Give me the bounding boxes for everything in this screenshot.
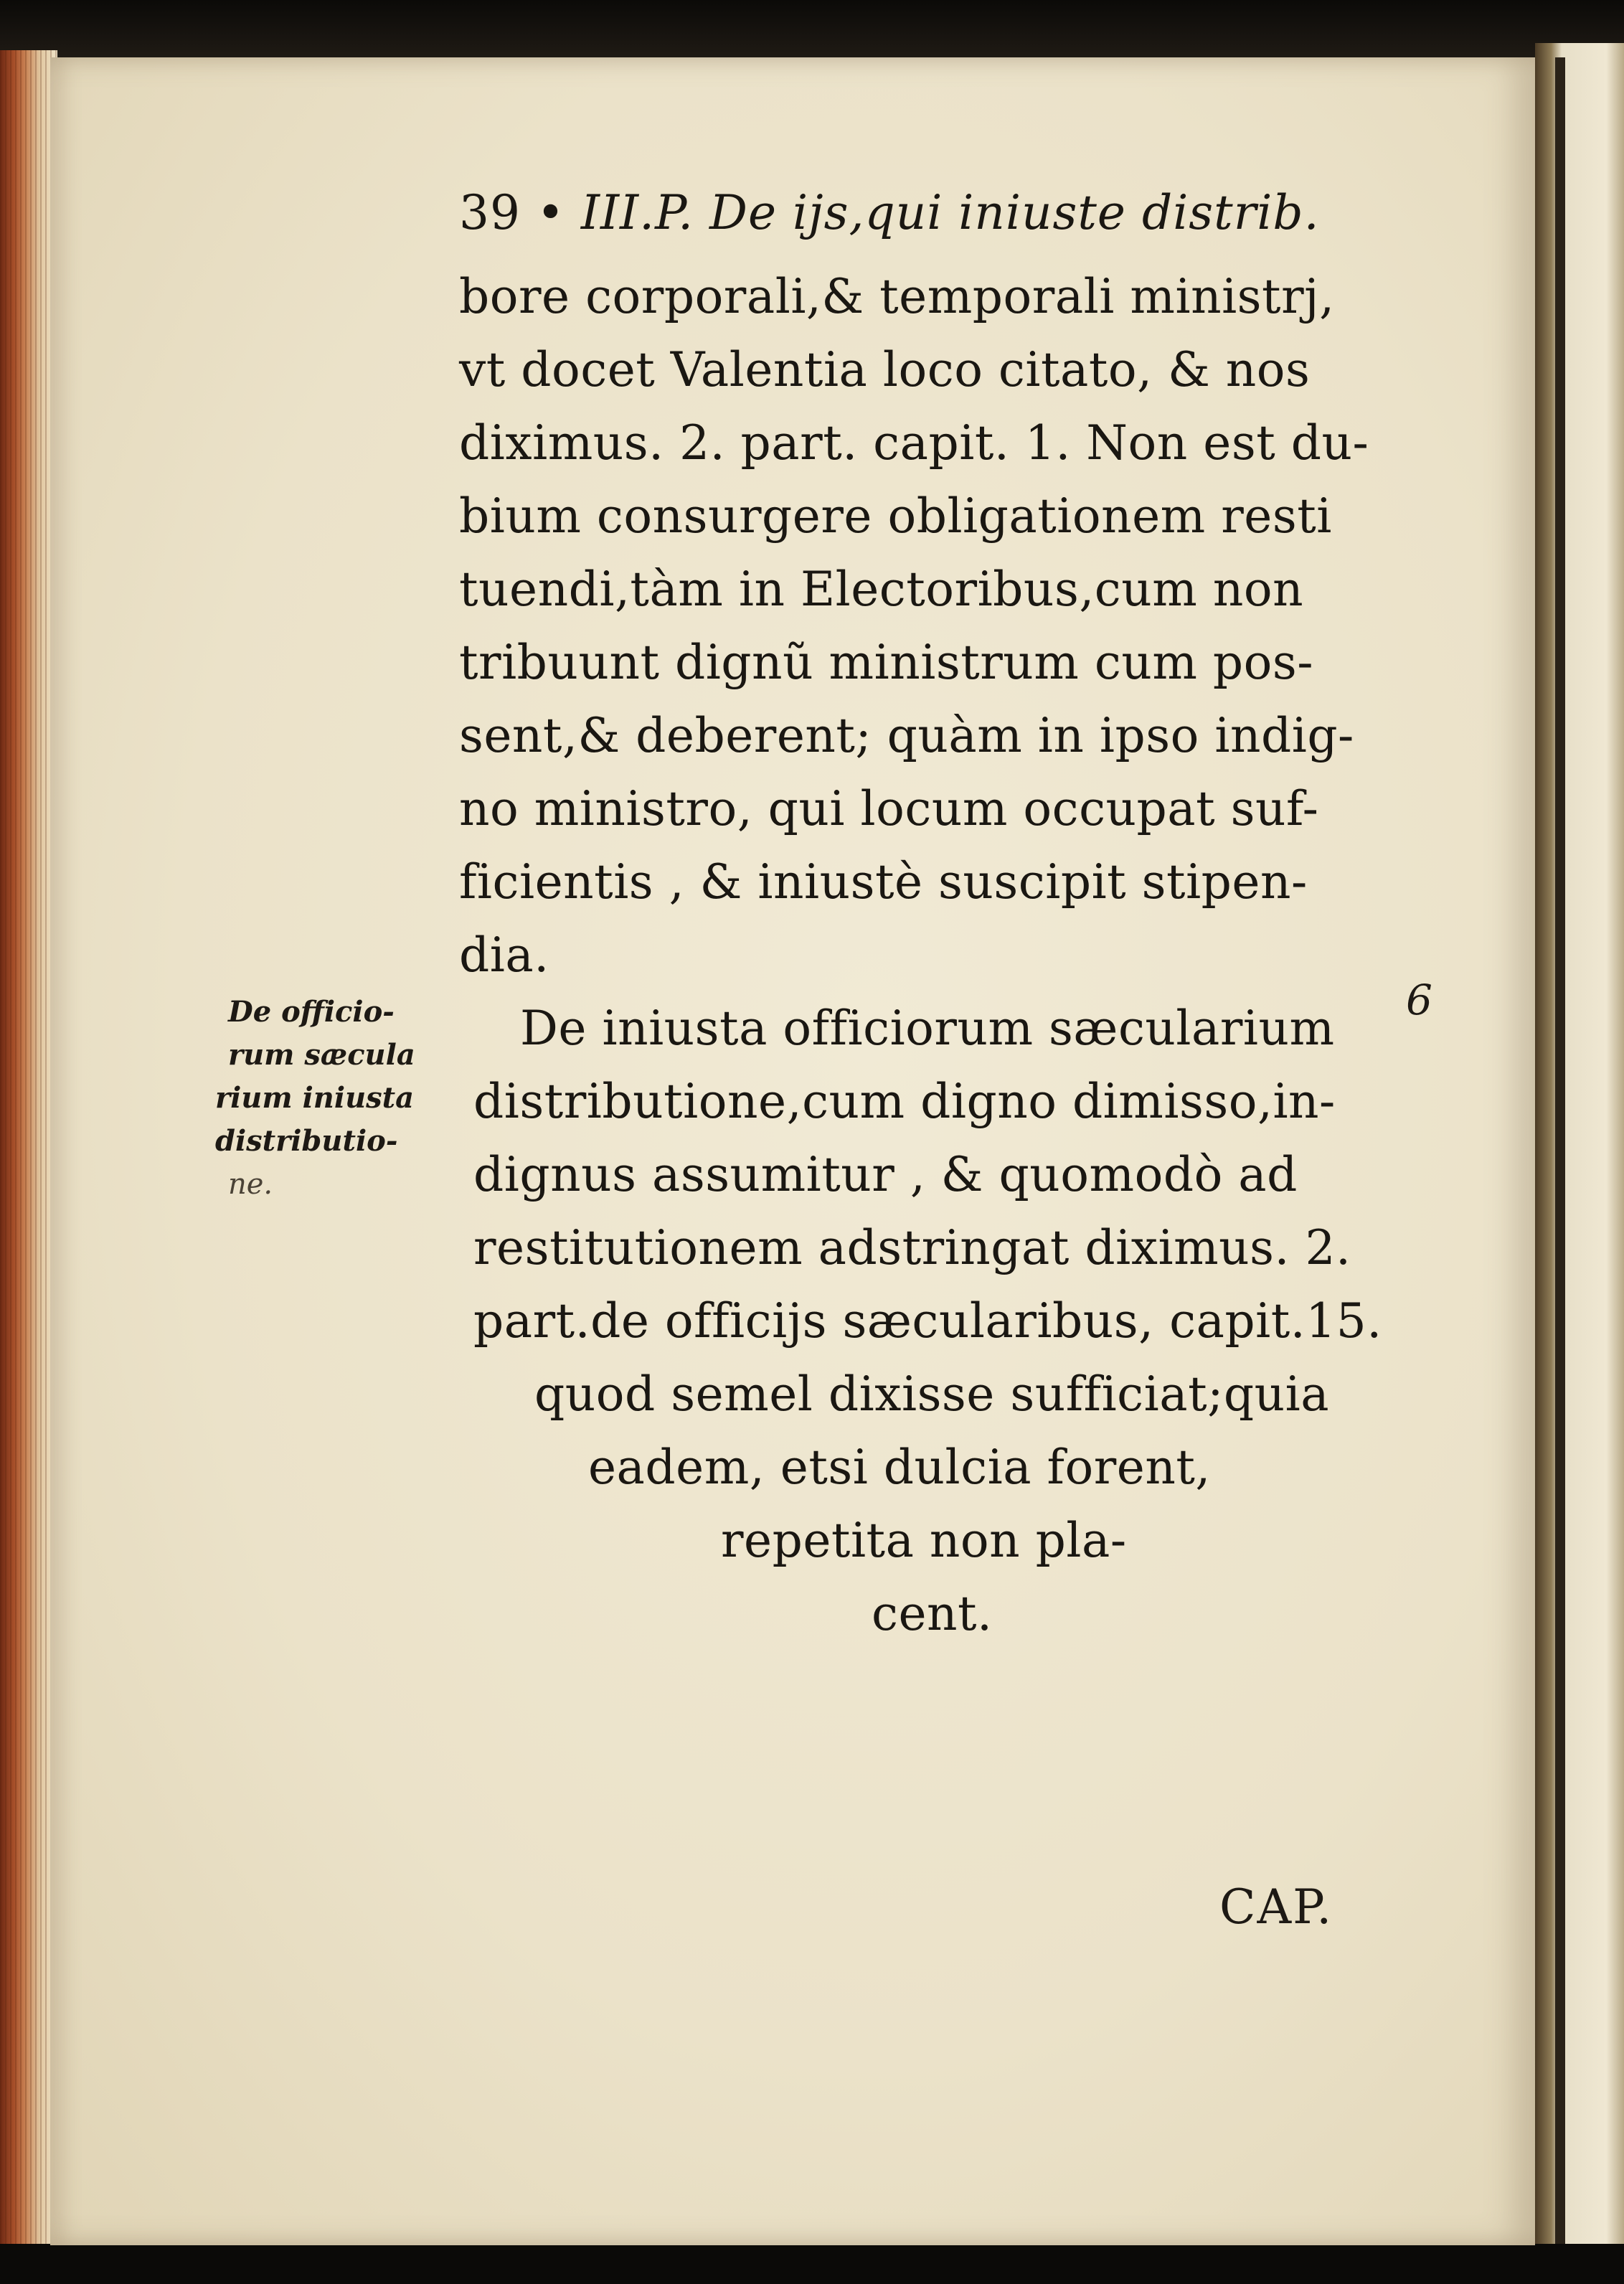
running-title: III.P. De ijs,qui iniuste distrib. bbox=[580, 185, 1320, 240]
binding-top bbox=[0, 0, 1624, 57]
body-line: dia. bbox=[459, 928, 549, 983]
body-line: part.de officijs sæcularibus, capit.15. bbox=[473, 1293, 1382, 1349]
body-line: restitutionem adstringat diximus. 2. bbox=[473, 1220, 1351, 1275]
margin-note-line: distributio- bbox=[215, 1124, 398, 1158]
binding-bottom bbox=[0, 2244, 1624, 2284]
body-line: diximus. 2. part. capit. 1. Non est du- bbox=[459, 415, 1369, 471]
margin-note-line: De officio- bbox=[228, 995, 395, 1029]
body-line: no ministro, qui locum occupat suf- bbox=[459, 781, 1319, 836]
right-gutter bbox=[1555, 57, 1565, 2252]
margin-note-line: rium iniusta bbox=[215, 1081, 415, 1115]
right-facing-page bbox=[1535, 43, 1624, 2260]
body-line: bium consurgere obligationem resti bbox=[459, 489, 1332, 544]
body-line: tribuunt dignũ ministrum cum pos- bbox=[459, 635, 1314, 690]
body-line: ficientis , & iniustè suscipit stipen- bbox=[459, 854, 1308, 910]
body-line: vt docet Valentia loco citato, & nos bbox=[459, 342, 1311, 397]
body-line: quod semel dixisse sufficiat;quia bbox=[534, 1367, 1330, 1422]
body-line: cent. bbox=[872, 1586, 993, 1641]
catchword: CAP. bbox=[1219, 1879, 1333, 1935]
body-line: tuendi,tàm in Electoribus,cum non bbox=[459, 562, 1304, 617]
body-line: distributione,cum digno dimisso,in- bbox=[473, 1074, 1336, 1129]
margin-section-number: 6 bbox=[1406, 976, 1432, 1024]
body-line: repetita non pla- bbox=[721, 1513, 1127, 1568]
page-number: 39 bbox=[459, 185, 521, 240]
body-line: dignus assumitur , & quomodò ad bbox=[473, 1147, 1298, 1202]
body-line: sent,& deberent; quàm in ipso indig- bbox=[459, 708, 1354, 763]
body-line: eadem, etsi dulcia forent, bbox=[588, 1440, 1211, 1495]
body-line: De iniusta officiorum sæcularium bbox=[520, 1001, 1335, 1056]
running-header: 39 • III.P. De ijs,qui iniuste distrib. bbox=[459, 185, 1320, 240]
margin-note-line: rum sæcula bbox=[228, 1038, 415, 1072]
margin-note-line: ne. bbox=[228, 1168, 273, 1201]
body-line: bore corporali,& temporali ministrj, bbox=[459, 269, 1335, 324]
left-page-edge-lines bbox=[0, 50, 57, 2245]
